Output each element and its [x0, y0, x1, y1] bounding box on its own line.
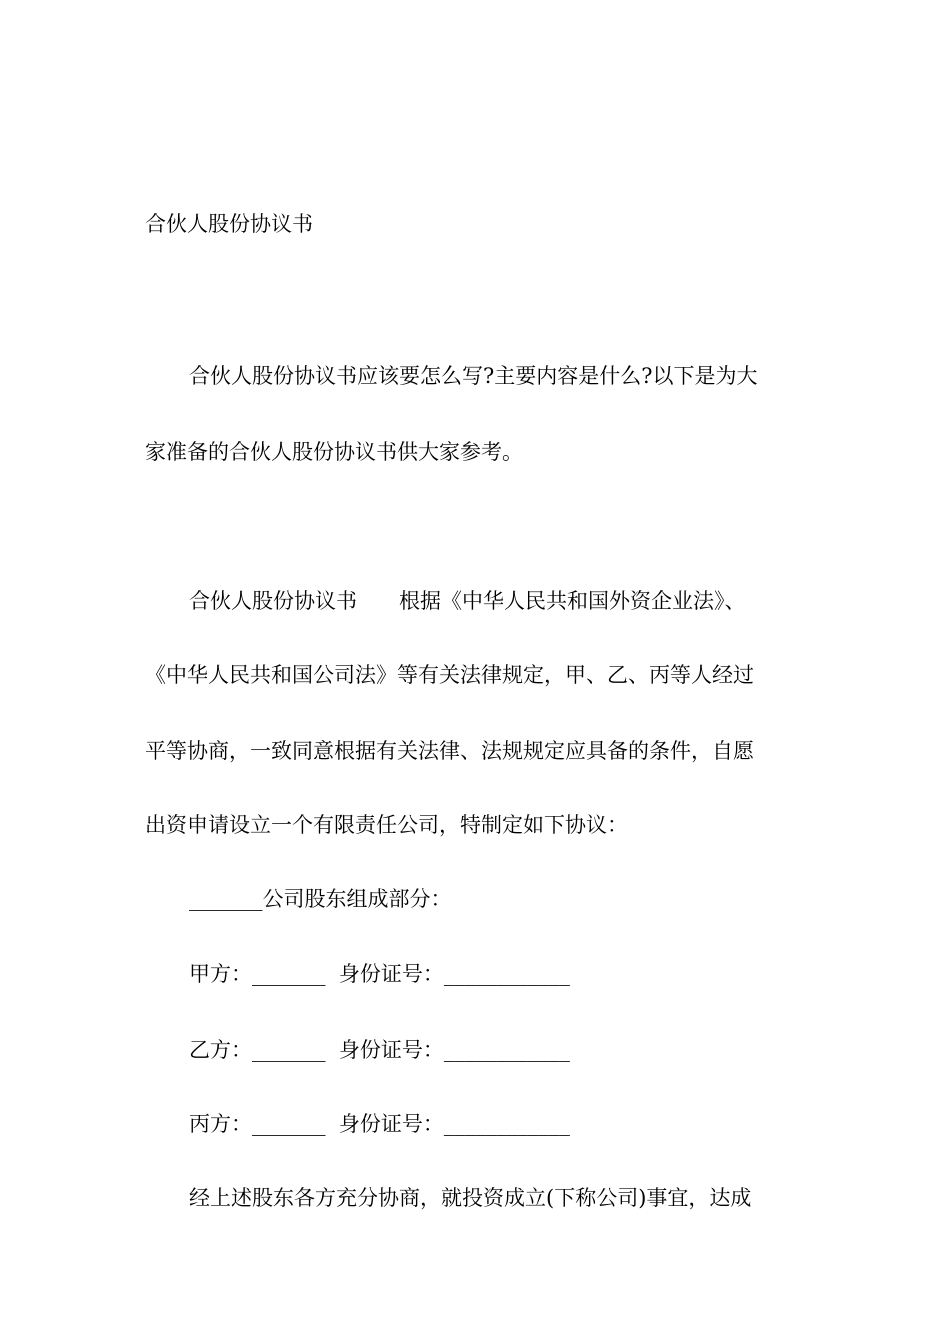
party-a-line: 甲方：_______ 身份证号：____________	[189, 962, 570, 986]
agreement-paragraph-line: 出资申请设立一个有限责任公司，特制定如下协议：	[145, 813, 628, 837]
consensus-paragraph-line: 经上述股东各方充分协商，就投资成立(下称公司)事宜，达成	[189, 1186, 752, 1210]
agreement-paragraph-line: 《中华人民共和国公司法》等有关法律规定，甲、乙、丙等人经过	[145, 663, 754, 687]
agreement-paragraph-line: 平等协商，一致同意根据有关法律、法规规定应具备的条件，自愿	[145, 739, 754, 763]
agreement-paragraph-line: 合伙人股份协议书 根据《中华人民共和国外资企业法》、	[189, 589, 746, 613]
party-c-line: 丙方：_______ 身份证号：____________	[189, 1112, 570, 1136]
document-title: 合伙人股份协议书	[145, 212, 313, 236]
party-b-line: 乙方：_______ 身份证号：____________	[189, 1038, 570, 1062]
shareholders-heading: _______公司股东组成部分：	[189, 887, 452, 911]
intro-paragraph-line: 家准备的合伙人股份协议书供大家参考。	[145, 440, 523, 464]
intro-paragraph-line: 合伙人股份协议书应该要怎么写?主要内容是什么?以下是为大	[189, 364, 758, 388]
